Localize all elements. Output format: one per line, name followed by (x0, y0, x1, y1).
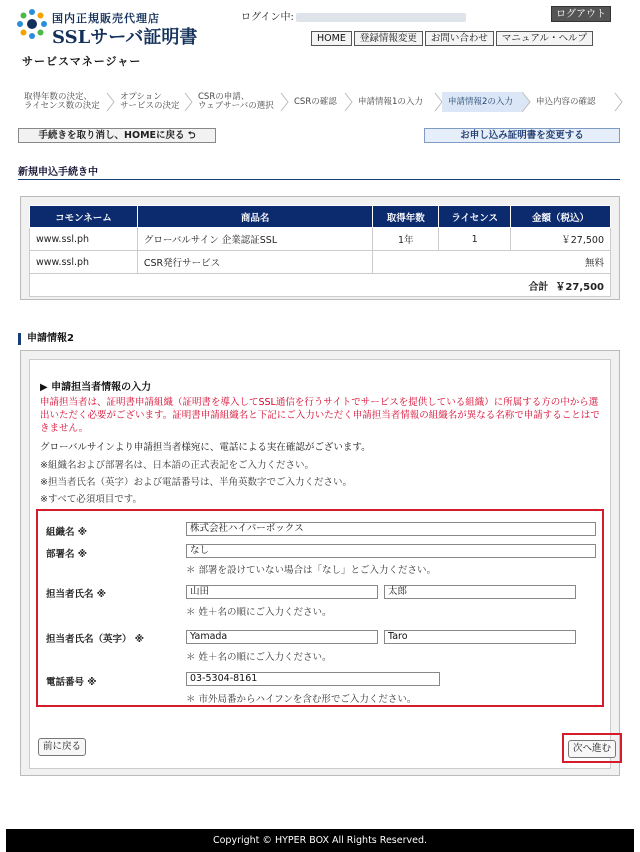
col-product: 商品名 (137, 206, 372, 228)
login-user-redacted (296, 13, 466, 22)
note-phone-check: グローバルサインより申請担当者様宛に、電話による実在確認がございます。 (40, 442, 371, 453)
step-7 (530, 92, 622, 112)
step-progress (18, 92, 622, 112)
step-arrow-icon (613, 92, 623, 112)
step-2-label-2: サービスの決定 (120, 101, 180, 111)
total-cell (30, 274, 611, 297)
org-label: 組織名 ※ (46, 527, 88, 538)
header (0, 0, 640, 92)
step-4-label: CSRの確認 (294, 96, 337, 107)
cancel-return-home-button[interactable]: 手続きを取り消し、HOMEに戻る ⮌ (18, 128, 216, 143)
step-6-current (442, 92, 530, 112)
service-title: サービスマネージャー (22, 55, 142, 68)
table-row (30, 251, 611, 274)
section-divider (18, 179, 620, 180)
table-row (30, 228, 611, 251)
last-name-en-input[interactable]: Yamada (186, 630, 378, 644)
total-value: ￥27,500 (555, 281, 604, 293)
info2-title: 申請情報2 (18, 333, 74, 345)
col-licenses: ライセンス (439, 206, 511, 228)
step-2 (114, 92, 192, 112)
order-summary-box (20, 196, 620, 300)
name-label: 担当者氏名 ※ (46, 589, 107, 600)
first-name-en-input[interactable]: Taro (384, 630, 576, 644)
nav-account-settings[interactable]: 登録情報変更 (354, 31, 423, 46)
logo-burst-icon (16, 8, 48, 40)
step-4 (288, 92, 352, 112)
phone-input[interactable]: 03-5304-8161 (186, 672, 440, 686)
col-common-name: コモンネーム (30, 206, 138, 228)
applicant-form (29, 359, 611, 769)
name-hint: ＊ 姓＋名の順にご入力ください。 (186, 607, 332, 618)
form-subtitle: ▶ 申請担当者情報の入力 (40, 382, 152, 393)
org-input[interactable]: 株式会社ハイパーボックス (186, 522, 596, 536)
step-6-label: 申請情報2の入力 (448, 96, 513, 107)
row-product: グローバルサイン 企業認証SSL (137, 228, 372, 251)
step-7-label: 申込内容の確認 (536, 96, 596, 107)
first-name-input[interactable]: 太郎 (384, 585, 576, 599)
row-common-name: www.ssl.ph (30, 228, 138, 251)
section-title: 新規申込手続き中 (18, 167, 98, 178)
next-button[interactable]: 次へ進む (568, 740, 616, 758)
step-1-label-2: ライセンス数の決定 (24, 101, 100, 111)
applicant-form-box (20, 350, 620, 776)
name-en-hint: ＊ 姓＋名の順にご入力ください。 (186, 652, 332, 663)
row-price: ￥27,500 (511, 228, 611, 251)
nav-contact[interactable]: お問い合わせ (425, 31, 494, 46)
warning-text: 申請担当者は、証明書申請組織（証明書を導入してSSL通信を行うサイトでサービスを提供している組織）に所属する方の中から選出いただく必要がございます。証明書申請組織名と下記にご入力いただく申請担当者情報の組織名が異なる名称で申請することはできません。 (40, 397, 600, 434)
login-status (241, 8, 466, 23)
login-label: ログイン中: (241, 12, 294, 23)
step-1-label: 取得年数の決定、 (24, 92, 93, 102)
dept-input[interactable]: なし (186, 544, 596, 558)
row-product: CSR発行サービス (137, 251, 372, 274)
step-3-label-2: ウェブサーバの選択 (198, 101, 274, 111)
note-japanese-name: ※組織名および部署名は、日本語の正式表記をご入力ください。 (40, 460, 314, 471)
note-halfwidth: ※担当者氏名（英字）および電話番号は、半角英数字でご入力ください。 (40, 477, 352, 488)
back-button[interactable]: 前に戻る (38, 738, 86, 756)
step-2-label: オプション (120, 92, 162, 102)
logo-subtitle: 国内正規販売代理店 (52, 12, 160, 25)
next-button-highlight (562, 733, 622, 763)
last-name-input[interactable]: 山田 (186, 585, 378, 599)
nav-manual-help[interactable]: マニュアル・ヘルプ (496, 31, 593, 46)
dept-label: 部署名 ※ (46, 549, 88, 560)
step-3 (192, 92, 288, 112)
footer-copyright: Copyright © HYPER BOX All Rights Reserved. (6, 829, 634, 852)
row-price: 無料 (373, 251, 611, 274)
row-common-name: www.ssl.ph (30, 251, 138, 274)
step-1 (18, 92, 114, 112)
order-table (29, 205, 611, 297)
phone-label: 電話番号 ※ (46, 677, 97, 688)
change-certificate-button[interactable]: お申し込み証明書を変更する (424, 128, 620, 143)
required-fields-highlight (36, 509, 604, 707)
logout-button[interactable]: ログアウト (551, 6, 611, 22)
row-licenses: 1 (439, 228, 511, 251)
phone-hint: ＊ 市外局番からハイフンを含む形でご入力ください。 (186, 694, 417, 705)
row-years: 1年 (373, 228, 439, 251)
step-5 (352, 92, 442, 112)
note-required: ※すべて必須項目です。 (40, 494, 143, 505)
step-3-label: CSRの申請、 (198, 92, 250, 102)
total-label: 合計 (528, 281, 549, 293)
table-header-row (30, 206, 611, 228)
col-years: 取得年数 (373, 206, 439, 228)
dept-hint: ＊ 部署を設けていない場合は「なし」とご入力ください。 (186, 565, 437, 576)
site-logo[interactable] (16, 6, 236, 48)
col-price: 金額（税込） (511, 206, 611, 228)
table-total-row (30, 274, 611, 297)
top-nav (311, 31, 593, 46)
nav-home[interactable]: HOME (311, 31, 352, 46)
name-en-label: 担当者氏名（英字） ※ (46, 634, 145, 645)
step-5-label: 申請情報1の入力 (358, 96, 423, 107)
logo-title: SSLサーバ証明書 (52, 27, 198, 48)
